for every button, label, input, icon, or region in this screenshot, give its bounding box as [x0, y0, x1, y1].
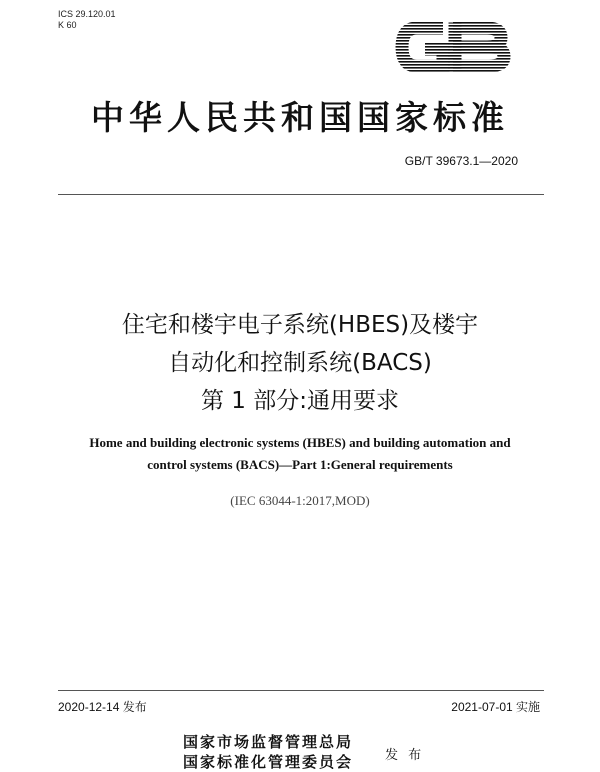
issuer-samr: 国家市场监督管理总局 — [183, 733, 354, 751]
issue-word: 发 布 — [385, 748, 425, 763]
cn-title-line-1: 住宅和楼宇电子系统(HBES)及楼宇 — [121, 312, 479, 338]
gb-logo — [393, 16, 513, 78]
en-title-line-1: Home and building electronic systems (HBES) and building automation and — [89, 435, 511, 450]
adoption-note: (IEC 63044-1:2017,MOD) — [230, 493, 370, 508]
standard-number: GB/T 39673.1—2020 — [404, 154, 518, 168]
en-title-line-2: control systems (BACS)—Part 1:General requirements — [147, 457, 453, 472]
en-title — [40, 432, 560, 476]
cn-title-line-2: 自动化和控制系统(BACS) — [168, 350, 432, 376]
ics-code: ICS 29.120.01 — [58, 9, 116, 19]
issuer-sac: 国家标准化管理委员会 — [183, 753, 354, 771]
divider-top — [58, 194, 544, 195]
implement-date: 2021-07-01 实施 — [451, 700, 540, 714]
org-title: 中华人民共和国国家标准 — [91, 98, 509, 137]
classification-codes — [58, 9, 116, 31]
publish-date: 2020-12-14 发布 — [58, 700, 147, 714]
divider-bottom — [58, 690, 544, 691]
issuing-authorities — [183, 732, 353, 772]
cn-title-line-3: 第 1 部分:通用要求 — [200, 388, 399, 414]
ccs-code: K 60 — [58, 20, 77, 30]
